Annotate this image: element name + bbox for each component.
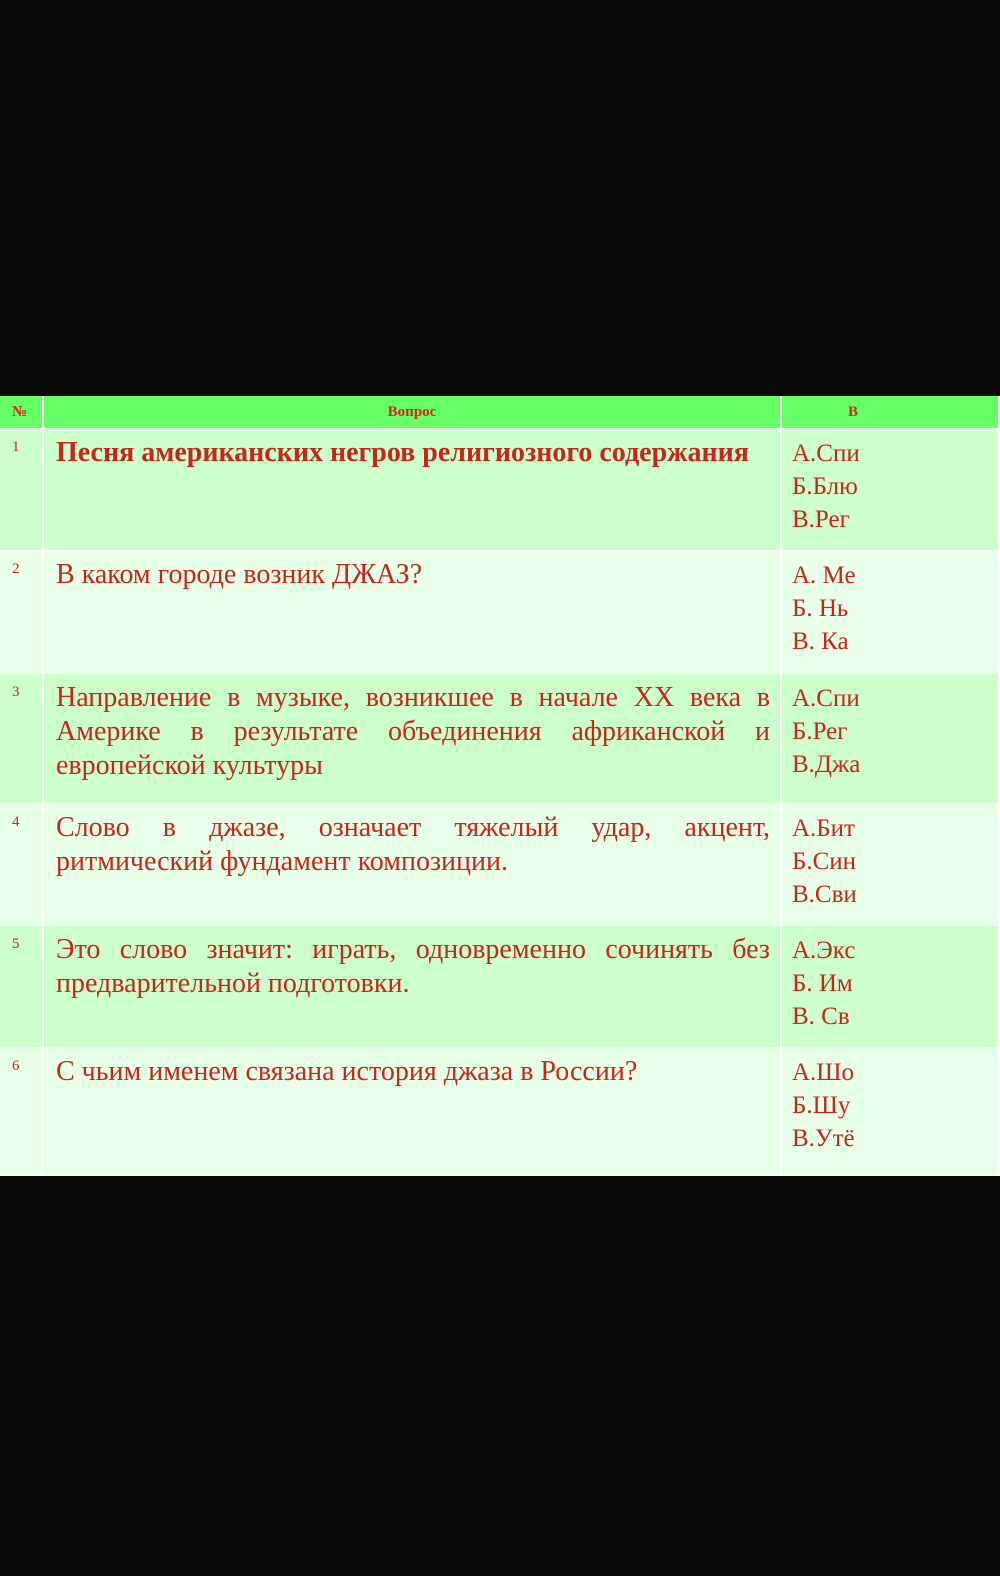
row-number: 6 <box>0 1048 44 1176</box>
table-row <box>0 429 1000 551</box>
answer-option: Б. Им <box>792 970 853 997</box>
table-row <box>0 1048 1000 1176</box>
answer-options <box>782 674 1000 804</box>
question-text: Это слово значит: играть, одновременно сочинять без предварительной подготовки. <box>44 926 782 1048</box>
answer-option: Б.Рег <box>792 718 848 745</box>
answer-option: Б.Шу <box>792 1092 851 1119</box>
answer-option: В.Джа <box>792 751 861 778</box>
answer-option: Б.Блю <box>792 473 858 500</box>
question-text: Песня американских негров религиозного содержания <box>44 429 782 551</box>
question-text: Слово в джазе, означает тяжелый удар, акцент, ритмический фундамент композиции. <box>44 804 782 926</box>
quiz-slide <box>0 396 864 1152</box>
answer-option: А.Шо <box>792 1059 855 1086</box>
row-number: 1 <box>0 429 44 551</box>
answer-options <box>782 429 1000 551</box>
answer-option: В.Сви <box>792 881 857 908</box>
table-row <box>0 926 1000 1048</box>
row-number: 5 <box>0 926 44 1048</box>
header-number: № <box>0 396 44 429</box>
question-text: Направление в музыке, возникшее в начале XX века в Америке в результате объединения африканской и европейской культуры <box>44 674 782 804</box>
quiz-table <box>0 396 1000 1176</box>
row-number: 2 <box>0 551 44 674</box>
answer-options <box>782 1048 1000 1176</box>
question-text: В каком городе возник ДЖАЗ? <box>44 551 782 674</box>
answer-option: А.Спи <box>792 440 860 467</box>
answer-option: Б.Син <box>792 848 857 875</box>
answer-options <box>782 926 1000 1048</box>
answer-option: А.Спи <box>792 685 860 712</box>
row-number: 4 <box>0 804 44 926</box>
answer-option: В. Св <box>792 1003 850 1030</box>
answer-option: А.Бит <box>792 815 855 842</box>
header-question: Вопрос <box>44 396 782 429</box>
answer-option: В. Ка <box>792 628 849 655</box>
answer-option: А.Экс <box>792 937 856 964</box>
table-header-row <box>0 396 1000 429</box>
table-row <box>0 804 1000 926</box>
header-answers: В <box>782 396 1000 429</box>
answer-option: В.Рег <box>792 506 850 533</box>
table-row <box>0 551 1000 674</box>
table-row <box>0 674 1000 804</box>
answer-options <box>782 551 1000 674</box>
answer-options <box>782 804 1000 926</box>
answer-option: В.Утё <box>792 1125 855 1152</box>
answer-option: Б. Нь <box>792 595 849 622</box>
row-number: 3 <box>0 674 44 804</box>
answer-option: А. Ме <box>792 562 856 589</box>
question-text: С чьим именем связана история джаза в России? <box>44 1048 782 1176</box>
